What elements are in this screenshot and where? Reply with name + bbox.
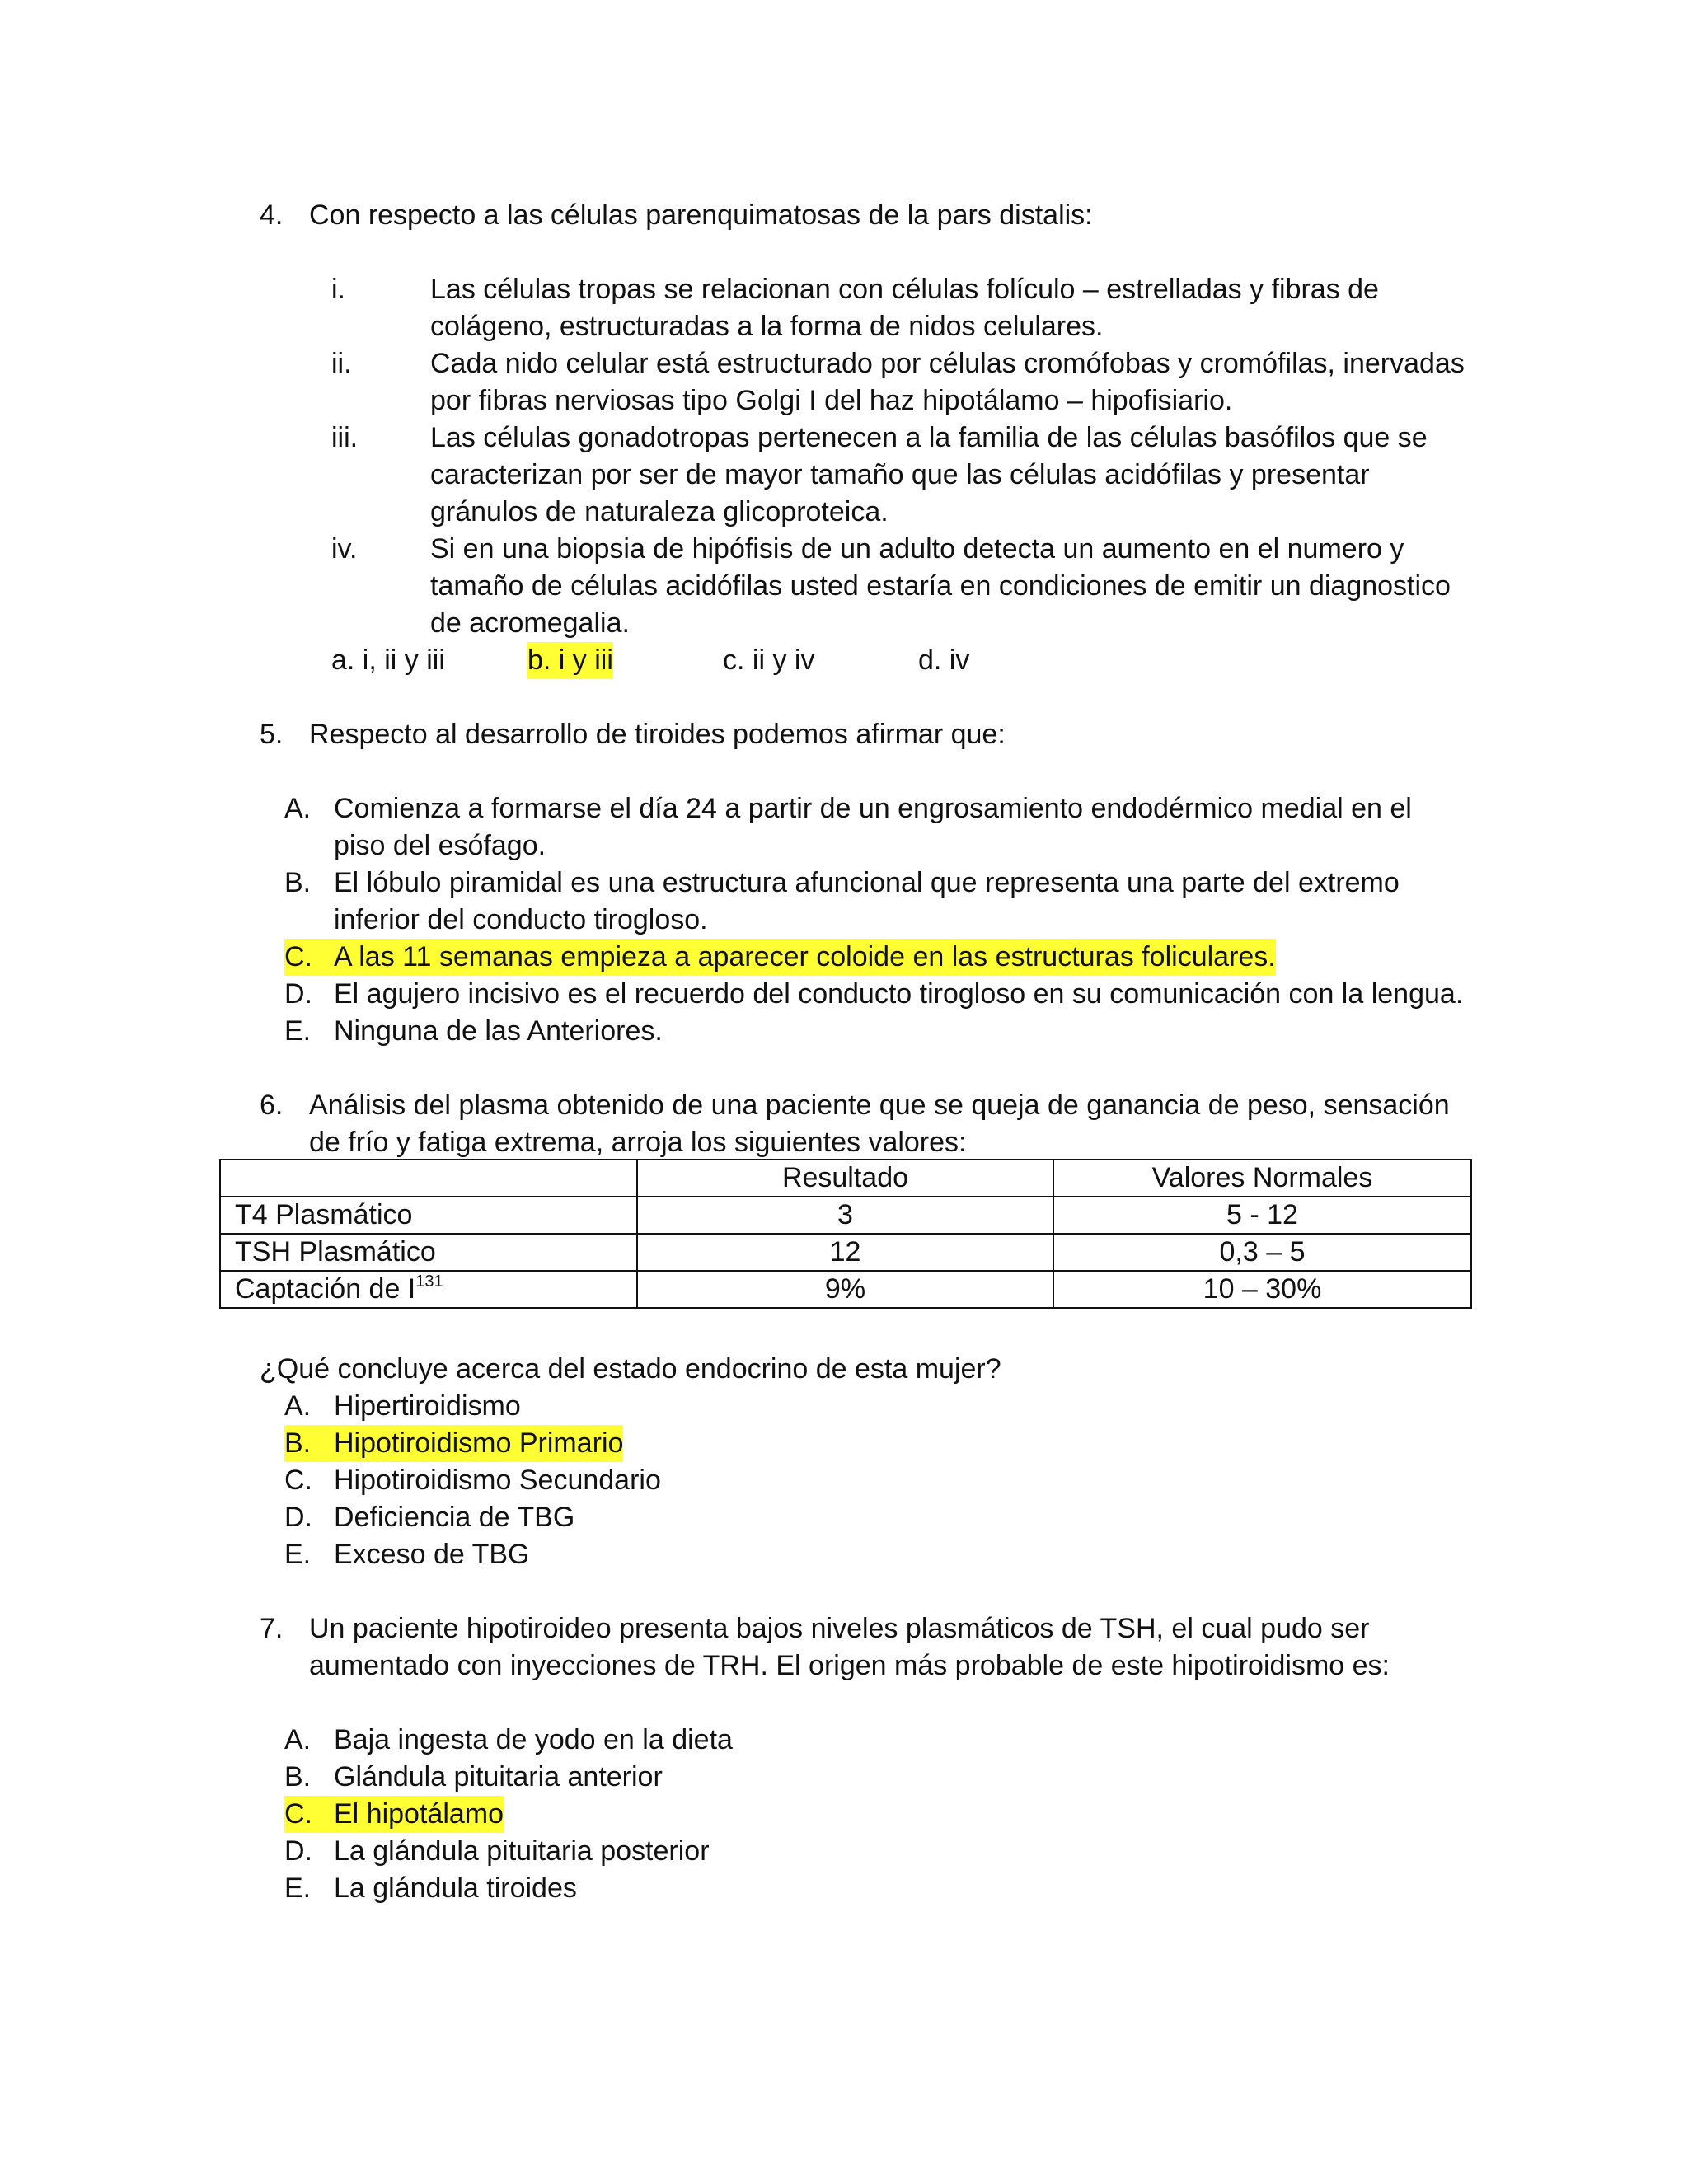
q5-option-e-text: Ninguna de las Anteriores. bbox=[334, 1015, 663, 1047]
q5-number: 5. bbox=[260, 719, 284, 750]
lab-values-table bbox=[219, 1159, 1472, 1309]
q6-option-b-text-highlighted: Hipotiroidismo Primario bbox=[334, 1425, 623, 1462]
q4-statement-iv-line1: Si en una biopsia de hipófisis de un adulto detecta un aumento en el numero y bbox=[430, 533, 1404, 565]
q4-option-b-highlighted: b. i y iii bbox=[528, 642, 613, 679]
table-row bbox=[220, 1197, 1471, 1234]
q6-stem-line1: Análisis del plasma obtenido de una paciente que se queja de ganancia de peso, sensación bbox=[309, 1090, 1450, 1121]
q5-option-a-line1: Comienza a formarse el día 24 a partir de un engrosamiento endodérmico medial en el bbox=[334, 793, 1412, 824]
table-row bbox=[220, 1271, 1471, 1308]
q6-question: ¿Qué concluye acerca del estado endocrino de esta mujer? bbox=[260, 1353, 1001, 1385]
q4-statement-i-number: i. bbox=[331, 274, 345, 305]
q4-statement-iii-line3: gránulos de naturaleza glicoproteica. bbox=[430, 496, 889, 527]
table-cell-label-text: Captación de I bbox=[235, 1273, 416, 1305]
q7-option-a-text: Baja ingesta de yodo en la dieta bbox=[334, 1724, 733, 1755]
q6-stem-line2: de frío y fatiga extrema, arroja los siguientes valores: bbox=[309, 1127, 967, 1158]
table-cell-label: T4 Plasmático bbox=[220, 1197, 637, 1234]
table-cell-label: TSH Plasmático bbox=[220, 1234, 637, 1271]
q4-statement-iv-number: iv. bbox=[331, 533, 358, 565]
q5-option-b-letter: B. bbox=[284, 867, 312, 898]
q4-statement-iii-line1: Las células gonadotropas pertenecen a la familia de las células basófilos que se bbox=[430, 422, 1428, 453]
q6-option-e-letter: E. bbox=[284, 1539, 312, 1570]
table-row bbox=[220, 1234, 1471, 1271]
q4-statement-ii-number: ii. bbox=[331, 348, 352, 379]
table-cell-label bbox=[220, 1271, 637, 1308]
q6-option-c-text: Hipotiroidismo Secundario bbox=[334, 1465, 661, 1496]
q4-statement-i-line2: colágeno, estructuradas a la forma de nidos celulares. bbox=[430, 311, 1104, 342]
q7-option-d-letter: D. bbox=[284, 1835, 312, 1867]
q5-option-b-line1: El lóbulo piramidal es una estructura afuncional que representa una parte del extremo bbox=[334, 867, 1400, 898]
q4-statement-i-line1: Las células tropas se relacionan con células folículo – estrelladas y fibras de bbox=[430, 274, 1379, 305]
q6-option-a-text: Hipertiroidismo bbox=[334, 1390, 521, 1422]
q4-option-a: a. i, ii y iii bbox=[331, 644, 445, 676]
table-header-normal-values: Valores Normales bbox=[1053, 1160, 1471, 1197]
q4-statement-iv-line2: tamaño de células acidófilas usted estaría en condiciones de emitir un diagnostico bbox=[430, 570, 1451, 602]
q7-stem-line2: aumentado con inyecciones de TRH. El origen más probable de este hipotiroidismo es: bbox=[309, 1650, 1390, 1681]
q4-statement-ii-line1: Cada nido celular está estructurado por células cromófobas y cromófilas, inervadas bbox=[430, 348, 1465, 379]
q6-option-e-text: Exceso de TBG bbox=[334, 1539, 530, 1570]
table-cell-result: 12 bbox=[637, 1234, 1053, 1271]
q4-option-d: d. iv bbox=[918, 644, 970, 676]
q6-option-b-letter-highlighted: B. bbox=[284, 1425, 334, 1462]
table-cell-result: 3 bbox=[637, 1197, 1053, 1234]
table-cell-normal: 10 – 30% bbox=[1053, 1271, 1471, 1308]
q5-option-a-line2: piso del esófago. bbox=[334, 830, 546, 861]
table-cell-normal: 0,3 – 5 bbox=[1053, 1234, 1471, 1271]
q4-number: 4. bbox=[260, 199, 284, 231]
q7-option-c-letter-highlighted: C. bbox=[284, 1796, 334, 1833]
table-header-blank bbox=[220, 1160, 637, 1197]
q4-statement-iv-line3: de acromegalia. bbox=[430, 607, 630, 639]
q5-option-a-letter: A. bbox=[284, 793, 312, 824]
q5-option-b-line2: inferior del conducto tirogloso. bbox=[334, 904, 708, 935]
q4-statement-ii-line2: por fibras nerviosas tipo Golgi I del haz hipotálamo – hipofisiario. bbox=[430, 385, 1233, 416]
q6-option-d-letter: D. bbox=[284, 1502, 312, 1533]
q6-option-a-letter: A. bbox=[284, 1390, 312, 1422]
q7-option-e-letter: E. bbox=[284, 1872, 312, 1904]
q4-stem: Con respecto a las células parenquimatosas de la pars distalis: bbox=[309, 199, 1093, 231]
q5-option-c-text-highlighted: A las 11 semanas empieza a aparecer coloide en las estructuras foliculares. bbox=[334, 939, 1276, 976]
q4-option-c: c. ii y iv bbox=[723, 644, 815, 676]
q7-option-a-letter: A. bbox=[284, 1724, 312, 1755]
q6-option-c-letter: C. bbox=[284, 1465, 312, 1496]
q7-option-c-text-highlighted: El hipotálamo bbox=[334, 1796, 504, 1833]
table-cell-result: 9% bbox=[637, 1271, 1053, 1308]
q5-option-d-letter: D. bbox=[284, 978, 312, 1010]
q7-option-b-text: Glándula pituitaria anterior bbox=[334, 1761, 663, 1793]
q5-option-e-letter: E. bbox=[284, 1015, 312, 1047]
table-cell-normal: 5 - 12 bbox=[1053, 1197, 1471, 1234]
q4-statement-iii-line2: caracterizan por ser de mayor tamaño que las células acidófilas y presentar bbox=[430, 459, 1370, 490]
table-header-result: Resultado bbox=[637, 1160, 1053, 1197]
q6-option-d-text: Deficiencia de TBG bbox=[334, 1502, 575, 1533]
q7-option-b-letter: B. bbox=[284, 1761, 312, 1793]
q5-stem: Respecto al desarrollo de tiroides podemos afirmar que: bbox=[309, 719, 1006, 750]
q5-option-c-letter-highlighted: C. bbox=[284, 939, 334, 976]
q4-statement-iii-number: iii. bbox=[331, 422, 359, 453]
q6-number: 6. bbox=[260, 1090, 284, 1121]
q7-option-d-text: La glándula pituitaria posterior bbox=[334, 1835, 710, 1867]
q7-option-e-text: La glándula tiroides bbox=[334, 1872, 577, 1904]
q5-option-d-text: El agujero incisivo es el recuerdo del conducto tirogloso en su comunicación con la lengua. bbox=[334, 978, 1464, 1010]
q7-stem-line1: Un paciente hipotiroideo presenta bajos niveles plasmáticos de TSH, el cual pudo ser bbox=[309, 1613, 1370, 1644]
q7-number: 7. bbox=[260, 1613, 284, 1644]
table-header-row bbox=[220, 1160, 1471, 1197]
isotope-superscript: 131 bbox=[415, 1272, 443, 1291]
